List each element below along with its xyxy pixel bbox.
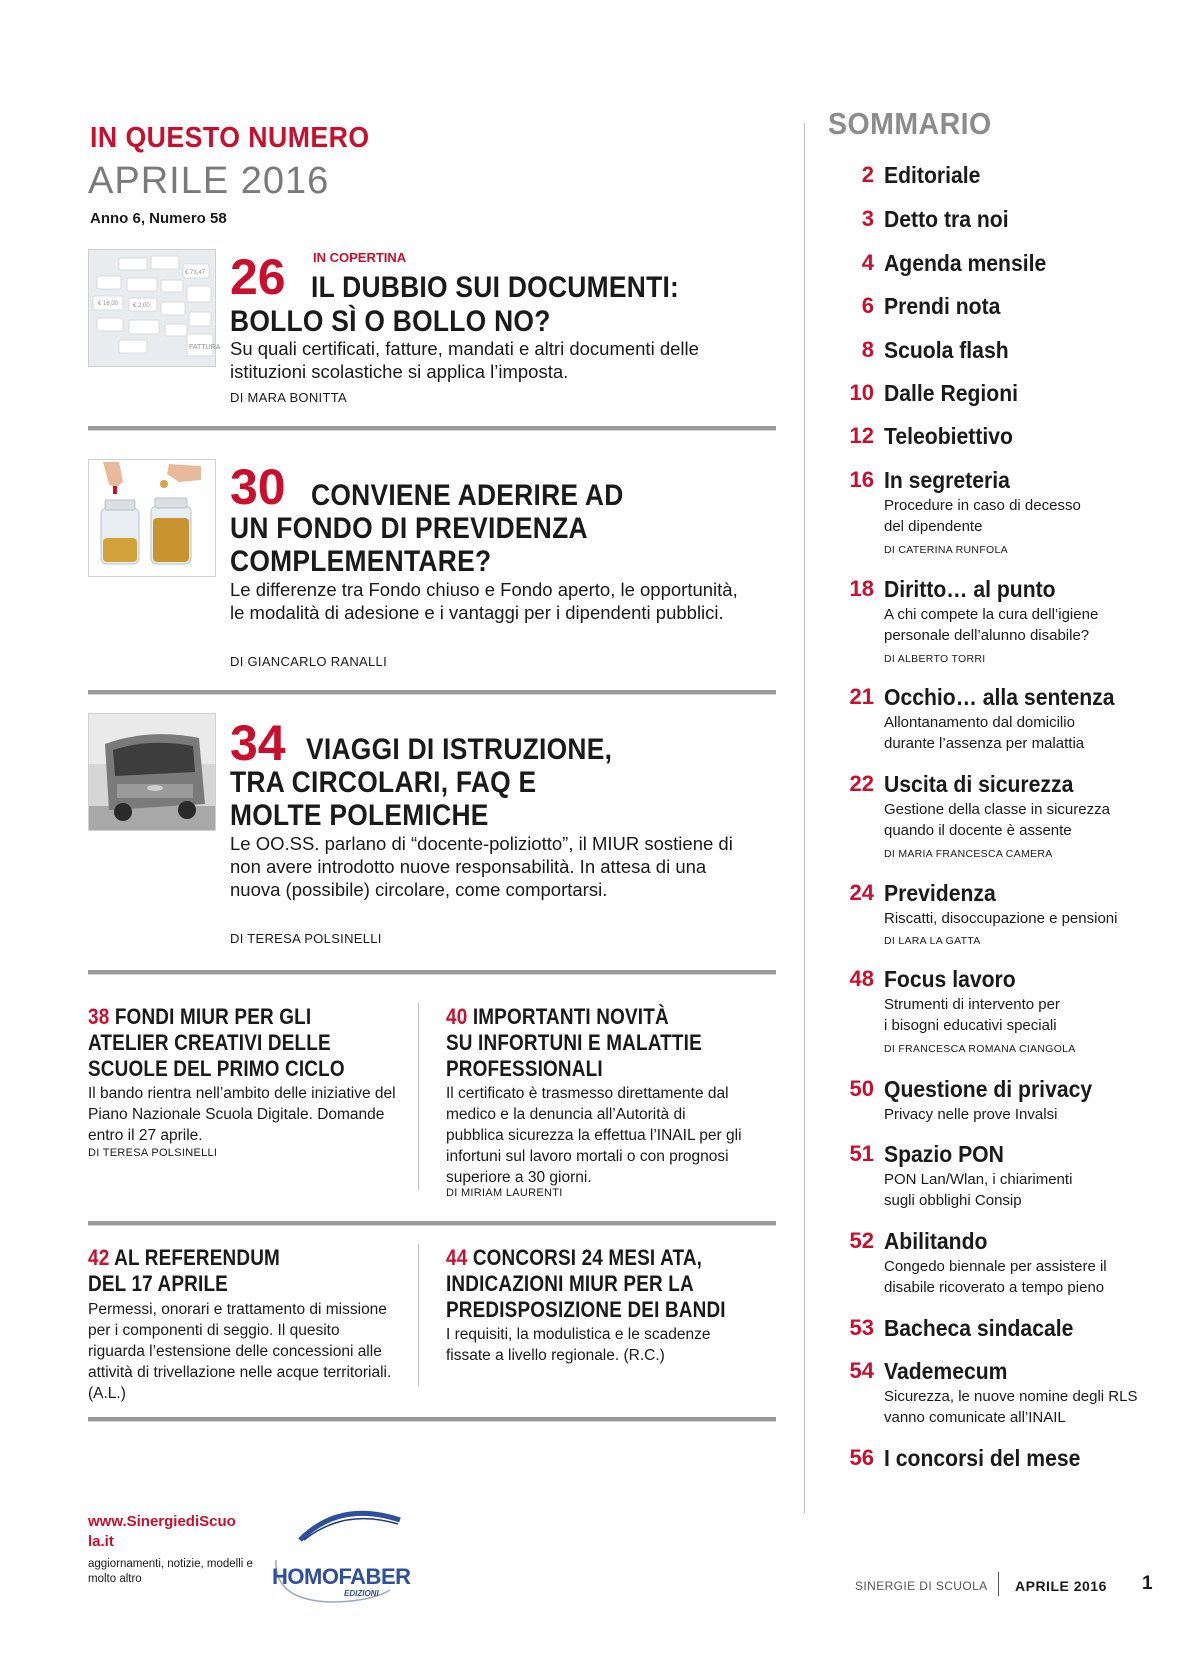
article-title-text: AL REFERENDUM bbox=[114, 1245, 280, 1270]
article-byline: DI MIRIAM LAURENTI bbox=[446, 1187, 563, 1199]
toc-description: personale dell’alunno disabile? bbox=[884, 627, 1090, 644]
feature-title[interactable]: IL DUBBIO SUI DOCUMENTI: bbox=[311, 271, 680, 304]
toc-description: Riscatti, disoccupazione e pensioni bbox=[884, 910, 1118, 927]
article-title[interactable] bbox=[446, 1244, 702, 1271]
issue-date: APRILE 2016 bbox=[88, 160, 330, 202]
article-description: Il certificato è trasmesso direttamente dal medico e la denuncia all’Autorità di pubblica sicurezza la effettua l’INAIL per gli infortuni sul lavoro mortali o con prognosi superiore a 30 giorni. bbox=[446, 1085, 742, 1186]
divider bbox=[88, 1221, 776, 1226]
toc-description: Privacy nelle prove Invalsi bbox=[884, 1106, 1058, 1123]
toc-title: Vademecum bbox=[884, 1358, 1008, 1384]
toc-description: sugli obblighi Consip bbox=[884, 1192, 1022, 1209]
cover-thumbnail[interactable] bbox=[88, 249, 221, 367]
feature-title[interactable]: TRA CIRCOLARI, FAQ E bbox=[230, 766, 537, 799]
column-divider bbox=[418, 1003, 419, 1190]
divider bbox=[88, 970, 776, 975]
toc-description: i bisogni educativi speciali bbox=[884, 1017, 1057, 1034]
toc-page: 2 bbox=[861, 162, 874, 187]
article-title-text: CONCORSI 24 MESI ATA, bbox=[472, 1245, 703, 1270]
toc-title: Questione di privacy bbox=[884, 1076, 1093, 1102]
article-page-number: 40 bbox=[446, 1004, 468, 1029]
article-title[interactable]: PREDISPOSIZIONE DEI BANDI bbox=[446, 1297, 726, 1322]
website-link[interactable] bbox=[88, 1512, 238, 1552]
feature-description: Su quali certificati, fatture, mandati e altri documenti delle istituzioni scolastiche si applica l’imposta. bbox=[230, 338, 699, 382]
toc-page: 48 bbox=[849, 966, 874, 991]
toc-title: Spazio PON bbox=[884, 1141, 1004, 1167]
article-title[interactable]: ATELIER CREATIVI DELLE bbox=[88, 1030, 331, 1055]
toc-title: Scuola flash bbox=[884, 337, 1009, 363]
column-divider bbox=[418, 1244, 419, 1386]
sommario-title: SOMMARIO bbox=[828, 106, 992, 141]
sommario-divider bbox=[804, 123, 805, 1513]
article-description: Il bando rientra nell’ambito delle iniziative del Piano Nazionale Scuola Digitale. Domande entro il 27 aprile. bbox=[88, 1085, 396, 1144]
toc-byline: DI ALBERTO TORRI bbox=[884, 653, 986, 665]
bus-image bbox=[89, 714, 215, 830]
toc-description: Procedure in caso di decesso bbox=[884, 497, 1081, 514]
feature-page-number: 34 bbox=[230, 715, 286, 771]
toc-page: 54 bbox=[849, 1358, 874, 1383]
logo-text: HOMOFABER bbox=[272, 1564, 411, 1589]
publisher-logo[interactable] bbox=[270, 1500, 420, 1610]
feature-title[interactable]: VIAGGI DI ISTRUZIONE, bbox=[306, 733, 613, 766]
toc-title: I concorsi del mese bbox=[884, 1445, 1081, 1471]
footer-separator bbox=[998, 1572, 999, 1596]
website-url: www.SinergiediScuola.it bbox=[88, 1513, 236, 1550]
toc-description: Congedo biennale per assistere il bbox=[884, 1258, 1107, 1275]
issue-number: Anno 6, Numero 58 bbox=[90, 210, 227, 227]
toc-page: 50 bbox=[849, 1076, 874, 1101]
toc-page: 3 bbox=[861, 206, 874, 231]
thumb-label: € 73,47 bbox=[185, 270, 206, 276]
divider bbox=[88, 1417, 776, 1422]
feature-page-number: 26 bbox=[230, 249, 286, 305]
feature-page-number: 30 bbox=[230, 459, 286, 515]
toc-description: Gestione della classe in sicurezza bbox=[884, 801, 1110, 818]
toc-title: Teleobiettivo bbox=[884, 423, 1013, 449]
article-title[interactable] bbox=[88, 1244, 280, 1271]
toc-page: 22 bbox=[849, 771, 874, 796]
feature-byline: DI MARA BONITTA bbox=[230, 390, 347, 405]
toc-description: Sicurezza, le nuove nomine degli RLS bbox=[884, 1388, 1138, 1405]
toc-description: PON Lan/Wlan, i chiarimenti bbox=[884, 1171, 1073, 1188]
toc-page: 53 bbox=[849, 1315, 874, 1340]
toc-title: Abilitando bbox=[884, 1228, 988, 1254]
toc-page: 16 bbox=[849, 467, 874, 492]
toc-page: 6 bbox=[861, 293, 874, 318]
feature-title[interactable]: COMPLEMENTARE? bbox=[230, 545, 492, 578]
toc-page: 12 bbox=[849, 423, 874, 448]
logo-subtext: EDIZIONI bbox=[344, 1589, 379, 1598]
toc-description: quando il docente è assente bbox=[884, 822, 1072, 839]
toc-page: 51 bbox=[849, 1141, 874, 1166]
article-description: Permessi, onorari e trattamento di missione per i componenti di seggio. Il quesito riguarda l’estensione delle concessioni alle attività di trivellazione nelle acque territoriali. (A.L.) bbox=[88, 1301, 392, 1402]
toc-page: 24 bbox=[849, 880, 874, 905]
pension-thumbnail[interactable] bbox=[88, 459, 216, 577]
trip-thumbnail[interactable] bbox=[88, 713, 216, 831]
feature-title[interactable]: MOLTE POLEMICHE bbox=[230, 799, 489, 832]
toc-title: Bacheca sindacale bbox=[884, 1315, 1074, 1341]
magazine-name: SINERGIE DI SCUOLA bbox=[855, 1579, 988, 1593]
toc-description: disabile ricoverato a tempo pieno bbox=[884, 1279, 1105, 1296]
toc-title: Occhio… alla sentenza bbox=[884, 684, 1115, 710]
divider bbox=[88, 690, 776, 695]
feature-title[interactable]: BOLLO SÌ O BOLLO NO? bbox=[230, 305, 551, 338]
feature-description: Le OO.SS. parlano di “docente-poliziotto”, il MIUR sostiene di non avere introdotto nuove responsabilità. In attesa di una nuova (possibile) circolare, come comportarsi. bbox=[230, 833, 733, 900]
toc-title: Previdenza bbox=[884, 880, 996, 906]
toc-title: Diritto… al punto bbox=[884, 576, 1056, 602]
toc-description: durante l’assenza per malattia bbox=[884, 735, 1085, 752]
toc-byline: DI MARIA FRANCESCA CAMERA bbox=[884, 848, 1053, 860]
toc-page: 52 bbox=[849, 1228, 874, 1253]
toc-page: 10 bbox=[849, 380, 874, 405]
article-title[interactable] bbox=[446, 1003, 669, 1030]
article-title[interactable]: PROFESSIONALI bbox=[446, 1056, 603, 1081]
toc-page: 56 bbox=[849, 1445, 874, 1470]
article-title[interactable]: SU INFORTUNI E MALATTIE bbox=[446, 1030, 702, 1055]
toc-page: 8 bbox=[861, 337, 874, 362]
footer-date: APRILE 2016 bbox=[1015, 1578, 1107, 1594]
toc-description: del dipendente bbox=[884, 518, 983, 535]
toc-title: Detto tra noi bbox=[884, 206, 1009, 232]
article-title[interactable] bbox=[88, 1003, 311, 1030]
toc-description: Allontanamento dal domicilio bbox=[884, 714, 1075, 731]
article-description: I requisiti, la modulistica e le scadenze fissate a livello regionale. (R.C.) bbox=[446, 1326, 711, 1364]
article-title[interactable]: SCUOLE DEL PRIMO CICLO bbox=[88, 1056, 345, 1081]
toc-title: Focus lavoro bbox=[884, 966, 1016, 992]
toc-title: In segreteria bbox=[884, 467, 1010, 493]
documents-image bbox=[89, 250, 221, 366]
article-byline: DI TERESA POLSINELLI bbox=[88, 1147, 218, 1159]
toc-description: A chi compete la cura dell’igiene bbox=[884, 606, 1099, 623]
toc-description: Strumenti di intervento per bbox=[884, 996, 1060, 1013]
thumb-label: FATTURA bbox=[189, 344, 221, 351]
website-tagline: aggiornamenti, notizie, modelli e molto altro bbox=[88, 1558, 253, 1585]
feature-title[interactable]: UN FONDO DI PREVIDENZA bbox=[230, 512, 588, 545]
article-title-text: IMPORTANTI NOVITÀ bbox=[472, 1004, 669, 1029]
homofaber-logo bbox=[270, 1500, 420, 1610]
toc-page: 4 bbox=[861, 250, 874, 275]
section-title: IN QUESTO NUMERO bbox=[90, 122, 370, 154]
article-title-text: FONDI MIUR PER GLI bbox=[114, 1004, 312, 1029]
divider bbox=[88, 426, 776, 431]
thumb-label: € 16,00 bbox=[98, 301, 119, 307]
toc-title: Agenda mensile bbox=[884, 250, 1047, 276]
article-page-number: 38 bbox=[88, 1004, 110, 1029]
article-title[interactable]: DEL 17 APRILE bbox=[88, 1271, 228, 1296]
feature-byline: DI GIANCARLO RANALLI bbox=[230, 654, 387, 669]
feature-byline: DI TERESA POLSINELLI bbox=[230, 931, 382, 946]
toc-title: Editoriale bbox=[884, 162, 981, 188]
toc-page: 21 bbox=[849, 684, 874, 709]
article-title[interactable]: INDICAZIONI MIUR PER LA bbox=[446, 1271, 694, 1296]
article-page-number: 42 bbox=[88, 1245, 110, 1270]
toc-description: vanno comunicate all’INAIL bbox=[884, 1409, 1066, 1426]
toc-title: Prendi nota bbox=[884, 293, 1001, 319]
toc-title: Dalle Regioni bbox=[884, 380, 1019, 406]
feature-title[interactable]: CONVIENE ADERIRE AD bbox=[311, 479, 624, 512]
article-page-number: 44 bbox=[446, 1245, 468, 1270]
toc-page: 18 bbox=[849, 576, 874, 601]
thumb-label: € 2,00 bbox=[133, 303, 150, 309]
toc-byline: DI LARA LA GATTA bbox=[884, 935, 981, 947]
cover-kicker: IN COPERTINA bbox=[313, 250, 407, 265]
page-number: 1 bbox=[1142, 1573, 1153, 1594]
coin-jars-image bbox=[89, 460, 215, 576]
toc-title: Uscita di sicurezza bbox=[884, 771, 1074, 797]
feature-description: Le differenze tra Fondo chiuso e Fondo aperto, le opportunità, le modalità di adesione e i vantaggi per i dipendenti pubblici. bbox=[230, 579, 738, 623]
toc-byline: DI FRANCESCA ROMANA CIANGOLA bbox=[884, 1043, 1076, 1055]
toc-byline: DI CATERINA RUNFOLA bbox=[884, 544, 1008, 556]
